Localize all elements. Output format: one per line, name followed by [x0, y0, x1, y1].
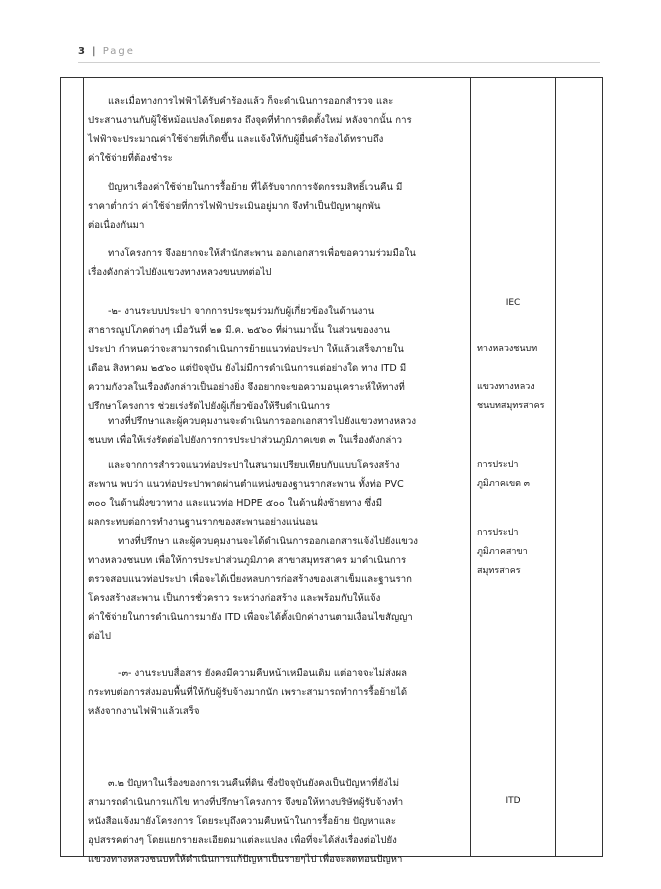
page-number: 3 — [78, 46, 86, 57]
paragraph-communication: -๓- งานระบบสื่อสาร ยังคงมีความคืบหน้าเหมือนเดิม แต่อาจจะไม่ส่งผล กระทบต่อการส่งมอบพื้นที่ให้กับผู้รับจ้างมากนัก เพราะสามารถทำการรื้อย้ายได้ หลังจากงานไฟฟ้าแล้วเสร็จ — [88, 668, 408, 717]
paragraph-electric-request: และเมื่อทางการไฟฟ้าได้รับคำร้องแล้ว ก็จะดำเนินการออกสำรวจ และ ประสานงานกับผู้ใช้หม้อแปลงโดยตรง ถึงจุดที่ทำการติดตั้งใหม่ หลังจากนั้น การ ไฟฟ้าจะประมาณค่าใช้จ่ายที่เกิดขึ้น และแจ้งให้กับผู้ยื่นคำร้องได้ทราบถึง ค่าใช้จ่ายที่ต้องชำระ — [88, 96, 412, 164]
responsible-pwa-region3: การประปา ภูมิภาคเขต ๓ — [477, 460, 530, 489]
paragraph-pipe-survey: และจากการสำรวจแนวท่อประปาในสนามเปรียบเทียบกับแบบโครงสร้าง สะพาน พบว่า แนวท่อประปาพาดผ่านตำแหน่งของฐานรากสะพาน ทั้งท่อ PVC ๓๐๐ ในด้านฝั่งขวาทาง และแนวท่อ HDPE ๕๐๐ ในด้านฝั่งซ้ายทาง ซึ่งมี ผลกระทบต่อการทำงานฐานรากของสะพานอย่างแน่นอน — [88, 460, 404, 528]
responsible-rural-roads: ทางหลวงชนบท — [477, 344, 538, 354]
header-rule — [78, 62, 600, 63]
responsible-cell — [471, 78, 556, 857]
item-number-cell — [61, 78, 84, 857]
paragraph-consultant-region3: ทางที่ปรึกษาและผู้ควบคุมงานจะดำเนินการออกเอกสารไปยังแขวงทางหลวง ชนบท เพื่อให้เร่งรัดต่อไปยังการการประปาส่วนภูมิภาคเขต ๓ ในเรื่องดังกล่าว — [88, 416, 417, 446]
paragraph-relocation-cost: ปัญหาเรื่องค่าใช้จ่ายในการรื้อย้าย ที่ได้รับจากการจัดกรรมสิทธิ์เวนคืน มี ราคาต่ำกว่า ค่าใช้จ่ายที่การไฟฟ้าประเมินอยู่มาก จึงทำเป็นปัญหาผูกพัน ต่อเนื่องกันมา — [88, 182, 403, 231]
paragraph-pipe-relocation: ทางที่ปรึกษา และผู้ควบคุมงานจะได้ดำเนินการออกเอกสารแจ้งไปยังแขวง ทางหลวงชนบท เพื่อให้การประปาส่วนภูมิภาค สาขาสมุทรสาคร มาดำเนินการ ตรวจสอบแนวท่อประปา เพื่อจะได้เบี่ยงหลบการก่อสร้างของเสาเข็มและฐานราก โครงสร้างสะพาน เป็นการชั่วคราว ระหว่างก่อสร้าง และพร้อมกับให้แจ้ง ค่าใช้จ่ายในการดำเนินการมายัง ITD เพื่อจะได้ตั้งเบิกค่างานตามเงื่อนไขสัญญา ต่อไป — [88, 536, 418, 642]
responsible-samut-sakhon-office: แขวงทางหลวง ชนบทสมุทรสาคร — [477, 382, 545, 411]
paragraph-bridge-office: ทางโครงการ จึงอยากจะให้สำนักสะพาน ออกเอกสารเพื่อขอความร่วมมือใน เรื่องดังกล่าวไปยังแขวงทางหลวงขนบทต่อไป — [88, 248, 416, 278]
paragraph-water-supply: -๒- งานระบบประปา จากการประชุมร่วมกับผู้เกี่ยวข้องในด้านงาน สาธารณูปโภคต่างๆ เมื่อวันที่ ๒๑ มี.ค. ๒๕๖๐ ที่ผ่านมานั้น ในส่วนของงาน ประปา กำหนดว่าจะสามารถดำเนินการย้ายแนวท่อประปา ให้แล้วเสร็จภายใน เดือน สิงหาคม ๒๕๖๐ แต่ปัจจุบัน ยังไม่มีการดำเนินการแต่อย่างใด ทาง ITD มี ความกังวลในเรื่องดังกล่าวเป็นอย่างยิ่ง จึงอยากจะขอความอนุเคราะห์ให้ทางที่ ปรึกษาโครงการ ช่วยเร่งรัดไปยังผู้เกี่ยวข้องให้รีบดำเนินการ — [88, 306, 407, 412]
page-word: Page — [102, 46, 135, 57]
paragraph-expropriation: ๓.๒ ปัญหาในเรื่องของการเวนคืนที่ดิน ซึ่งปัจจุบันยังคงเป็นปัญหาที่ยังไม่ สามารถดำเนินการแก้ไข ทางที่ปรึกษาโครงการ จึงขอให้ทางบริษัทผู้รับจ้างทำ หนังสือแจ้งมายังโครงการ โดยระบุถึงความคืบหน้าในการรื้อย้าย ปัญหาและ อุปสรรคต่างๆ โดยแยกรายละเอียดมาแต่ละแปลง เพื่อที่จะได้ส่งเรื่องต่อไปยัง แขวงทางหลวงชนบทให้ดำเนินการแก้ปัญหาเป็นรายๆไป เพื่อจะลดทอนปัญหา — [88, 778, 404, 865]
meeting-table — [60, 77, 603, 865]
page-header — [78, 46, 135, 57]
table-row — [61, 78, 603, 857]
responsible-iec: IEC — [505, 298, 521, 308]
page-separator: | — [92, 46, 97, 57]
remark-cell — [556, 78, 603, 857]
responsible-pwa-samut-sakhon: การประปา ภูมิภาคสาขา สมุทรสาคร — [477, 528, 528, 576]
responsible-itd: ITD — [505, 796, 521, 806]
details-cell — [84, 78, 471, 865]
